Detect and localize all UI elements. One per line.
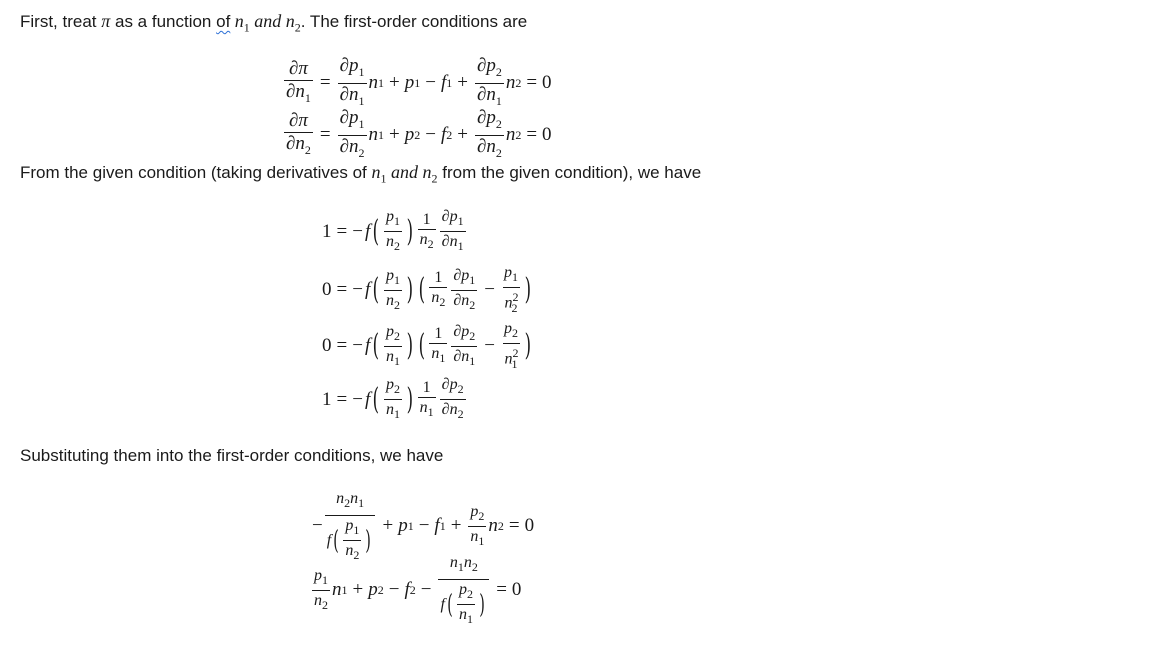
math-symbol: n bbox=[385, 291, 394, 309]
math-symbol: p bbox=[368, 579, 378, 601]
math-symbol: ) bbox=[406, 381, 414, 417]
math-symbol: n bbox=[385, 401, 394, 419]
math-symbol: 2 bbox=[358, 145, 365, 160]
math-symbol: 1 bbox=[322, 220, 332, 242]
math-symbol: ( bbox=[333, 525, 340, 556]
math-symbol: p bbox=[404, 124, 415, 146]
derivative-equation-2 bbox=[322, 264, 534, 317]
math-symbol: n bbox=[368, 124, 378, 146]
math-symbol: = bbox=[319, 124, 331, 146]
math-symbol: 1 bbox=[439, 518, 446, 533]
and-word: and bbox=[386, 162, 423, 182]
math-symbol: 1 bbox=[393, 407, 400, 422]
math-symbol: 2 bbox=[512, 346, 519, 361]
math-symbol: 2 bbox=[478, 508, 485, 523]
math-symbol: 2 bbox=[495, 145, 502, 160]
math-symbol: ) bbox=[524, 328, 532, 364]
math-symbol: ) bbox=[365, 525, 372, 556]
math-symbol: − bbox=[484, 279, 495, 301]
condition-text: from the given condition), we have bbox=[437, 163, 702, 182]
math-symbol: 2 bbox=[512, 326, 518, 341]
paragraph-substituting: Substituting them into the first-order conditions, we have bbox=[20, 446, 444, 465]
math-symbol: ∂n bbox=[339, 83, 359, 105]
math-symbol: + bbox=[382, 515, 394, 537]
math-symbol: n bbox=[505, 72, 516, 94]
math-symbol: − bbox=[420, 579, 432, 601]
math-symbol: 2 bbox=[427, 236, 434, 251]
math-symbol: f bbox=[434, 515, 440, 537]
math-symbol: − bbox=[388, 579, 400, 601]
math-symbol: − bbox=[425, 124, 436, 146]
math-symbol: ∂p bbox=[453, 266, 470, 284]
math-symbol: 1 bbox=[393, 272, 400, 287]
math-symbol: 1 bbox=[469, 354, 476, 369]
foc-equation-1 bbox=[282, 56, 552, 111]
math-symbol: ∂p bbox=[441, 376, 458, 393]
math-symbol: 1 bbox=[446, 75, 453, 90]
math-symbol: ( bbox=[447, 589, 453, 620]
pi-symbol: π bbox=[101, 11, 111, 31]
math-symbol: 0 bbox=[322, 335, 332, 357]
math-symbol: = bbox=[336, 279, 348, 301]
math-symbol: n bbox=[314, 591, 322, 609]
math-symbol: 0 bbox=[542, 72, 552, 94]
math-symbol: 2 bbox=[471, 560, 478, 575]
paragraph-intro bbox=[20, 11, 527, 38]
math-symbol: f bbox=[364, 279, 371, 301]
math-symbol: n bbox=[504, 294, 513, 312]
math-symbol: 0 bbox=[542, 124, 552, 146]
math-symbol: p bbox=[385, 266, 394, 284]
math-symbol: ∂p bbox=[476, 107, 496, 128]
intro-text: . The first-order conditions are bbox=[300, 12, 528, 31]
intro-text: as a function bbox=[110, 12, 217, 31]
math-symbol: p bbox=[345, 517, 354, 535]
math-symbol: 1 bbox=[511, 356, 518, 371]
math-symbol: 1 bbox=[467, 612, 474, 627]
math-symbol: − bbox=[352, 279, 363, 301]
math-symbol: = bbox=[496, 579, 507, 601]
math-symbol: 2 bbox=[304, 142, 311, 157]
math-symbol: 2 bbox=[457, 382, 464, 397]
math-symbol: ( bbox=[372, 272, 380, 308]
math-symbol: ∂p bbox=[441, 208, 458, 225]
math-symbol: 2 bbox=[469, 328, 476, 343]
math-symbol: 1 bbox=[358, 496, 365, 511]
math-symbol: 1 bbox=[341, 582, 348, 597]
math-symbol: = bbox=[526, 124, 538, 146]
math-symbol: + bbox=[389, 124, 400, 146]
math-symbol: 2 bbox=[515, 75, 522, 90]
math-symbol: ∂p bbox=[453, 322, 470, 340]
math-symbol: = bbox=[526, 72, 538, 94]
math-symbol: 2 bbox=[512, 290, 519, 305]
math-symbol: 1 bbox=[414, 75, 421, 90]
math-symbol: 2 bbox=[446, 127, 453, 142]
math-symbol: n bbox=[368, 72, 378, 94]
math-symbol: p bbox=[504, 320, 512, 337]
math-symbol: n bbox=[504, 350, 513, 368]
math-symbol: − bbox=[352, 220, 363, 242]
math-symbol: = bbox=[508, 515, 520, 537]
math-symbol: f bbox=[364, 220, 371, 242]
math-symbol: f bbox=[364, 388, 371, 410]
math-symbol: f bbox=[364, 335, 371, 357]
math-symbol: 1 bbox=[378, 75, 384, 90]
math-symbol: 1 bbox=[427, 404, 434, 419]
math-symbol: n bbox=[488, 515, 498, 537]
math-symbol: f bbox=[440, 124, 447, 146]
math-symbol: + bbox=[457, 124, 468, 146]
math-symbol: + bbox=[352, 579, 364, 601]
math-symbol: 1 bbox=[434, 269, 443, 287]
derivative-equation-3 bbox=[322, 320, 534, 373]
math-symbol: n bbox=[345, 542, 354, 560]
math-symbol: p bbox=[470, 502, 479, 520]
math-symbol: n bbox=[459, 606, 468, 624]
math-symbol: ∂p bbox=[339, 107, 359, 128]
math-symbol: p bbox=[385, 322, 394, 340]
math-symbol: n bbox=[419, 398, 428, 416]
math-symbol: ∂n bbox=[339, 135, 359, 157]
math-symbol: 0 bbox=[511, 579, 522, 601]
math-symbol: 1 bbox=[457, 239, 464, 254]
math-symbol: ( bbox=[418, 328, 425, 364]
math-symbol: n bbox=[350, 490, 359, 507]
math-symbol: ∂n bbox=[453, 347, 470, 365]
math-symbol: 1 bbox=[434, 325, 443, 343]
math-symbol: 2 bbox=[467, 587, 474, 602]
math-symbol: ) bbox=[524, 272, 532, 308]
math-symbol: = bbox=[336, 388, 348, 410]
math-symbol: ) bbox=[406, 213, 414, 249]
math-symbol: 2 bbox=[495, 64, 502, 79]
math-symbol: 1 bbox=[322, 388, 332, 410]
math-symbol: ∂n bbox=[476, 83, 496, 105]
math-symbol: 2 bbox=[393, 298, 400, 313]
math-symbol: f bbox=[440, 72, 447, 94]
math-symbol: − bbox=[425, 72, 436, 94]
var-n: n bbox=[371, 162, 381, 182]
var-n: n bbox=[285, 11, 295, 31]
math-symbol: ∂n bbox=[286, 80, 305, 102]
math-symbol: 1 bbox=[378, 127, 384, 142]
math-symbol: 2 bbox=[495, 116, 502, 131]
math-symbol: − bbox=[418, 515, 430, 537]
math-symbol: ( bbox=[372, 213, 380, 249]
math-symbol: 1 bbox=[439, 351, 446, 366]
math-symbol: 2 bbox=[469, 298, 476, 313]
math-symbol: ∂n bbox=[441, 233, 458, 251]
math-symbol: p bbox=[398, 515, 408, 537]
math-symbol: ( bbox=[418, 272, 425, 308]
math-symbol: n bbox=[419, 230, 428, 248]
math-symbol: n bbox=[332, 579, 342, 601]
math-symbol: n bbox=[449, 554, 458, 571]
math-symbol: ∂p bbox=[476, 55, 496, 76]
math-symbol: 2 bbox=[344, 496, 351, 511]
math-symbol: 2 bbox=[409, 582, 416, 597]
math-symbol: f bbox=[326, 532, 332, 550]
result-equation-2 bbox=[310, 552, 521, 629]
math-symbol: n bbox=[470, 527, 479, 545]
math-symbol: 2 bbox=[457, 407, 464, 422]
math-symbol: 1 bbox=[358, 93, 365, 108]
math-symbol: 1 bbox=[407, 518, 414, 533]
math-symbol: n bbox=[431, 289, 440, 307]
derivative-equation-4 bbox=[322, 376, 468, 423]
math-symbol: 1 bbox=[358, 116, 365, 131]
math-symbol: − bbox=[312, 515, 323, 537]
math-symbol: ∂π bbox=[288, 57, 308, 79]
foc-equation-2 bbox=[282, 108, 552, 163]
math-symbol: 2 bbox=[393, 239, 400, 254]
math-symbol: 2 bbox=[377, 582, 384, 597]
math-symbol: 1 bbox=[478, 533, 485, 548]
math-symbol: + bbox=[450, 515, 462, 537]
math-symbol: = bbox=[336, 335, 348, 357]
math-symbol: n bbox=[385, 233, 394, 251]
intro-text: First, treat bbox=[20, 12, 102, 31]
subscript: 1 bbox=[380, 171, 387, 186]
math-symbol: ) bbox=[406, 272, 414, 308]
math-symbol: ) bbox=[479, 589, 485, 620]
math-symbol: ∂n bbox=[453, 291, 470, 309]
math-symbol: ∂n bbox=[286, 132, 305, 154]
math-symbol: 2 bbox=[414, 127, 421, 142]
math-symbol: 2 bbox=[393, 382, 400, 397]
math-symbol: 1 bbox=[304, 90, 311, 105]
math-symbol: n bbox=[431, 345, 440, 363]
paragraph-given-condition bbox=[20, 162, 701, 189]
math-symbol: ∂n bbox=[476, 135, 496, 157]
math-symbol: 0 bbox=[322, 279, 332, 301]
condition-text: From the given condition (taking derivatives of bbox=[20, 163, 372, 182]
var-n: n bbox=[422, 162, 432, 182]
math-symbol: ( bbox=[372, 328, 380, 364]
math-symbol: p bbox=[459, 581, 468, 599]
math-symbol: 2 bbox=[393, 328, 400, 343]
math-symbol: 2 bbox=[353, 548, 360, 563]
math-symbol: 2 bbox=[322, 597, 328, 612]
math-symbol: − bbox=[352, 388, 363, 410]
math-symbol: n bbox=[463, 554, 472, 571]
math-symbol: 1 bbox=[512, 270, 518, 285]
math-symbol: p bbox=[504, 264, 512, 281]
math-symbol: p bbox=[385, 376, 394, 393]
math-symbol: n bbox=[336, 490, 345, 507]
math-symbol: 1 bbox=[422, 210, 431, 228]
math-symbol: − bbox=[352, 335, 363, 357]
math-symbol: 0 bbox=[524, 515, 535, 537]
math-symbol: 2 bbox=[439, 295, 446, 310]
var-n: n bbox=[234, 11, 244, 31]
math-symbol: p bbox=[385, 208, 394, 225]
math-symbol: 1 bbox=[393, 354, 400, 369]
spellcheck-flagged-word[interactable]: of bbox=[216, 12, 231, 31]
math-symbol: 2 bbox=[515, 127, 522, 142]
math-symbol: 1 bbox=[422, 378, 431, 396]
subscript: 2 bbox=[294, 20, 301, 35]
subscript: 2 bbox=[431, 171, 438, 186]
math-symbol: + bbox=[389, 72, 400, 94]
math-symbol: ∂p bbox=[339, 55, 359, 76]
math-symbol: f bbox=[404, 579, 410, 601]
math-symbol: n bbox=[505, 124, 516, 146]
math-symbol: ( bbox=[372, 381, 380, 417]
math-symbol: = bbox=[319, 72, 331, 94]
math-symbol: p bbox=[404, 72, 415, 94]
math-symbol: = bbox=[336, 220, 348, 242]
math-symbol: 1 bbox=[457, 560, 464, 575]
math-symbol: ∂π bbox=[288, 109, 308, 131]
math-symbol: n bbox=[385, 347, 394, 365]
subscript: 1 bbox=[243, 20, 250, 35]
math-symbol: 1 bbox=[495, 93, 502, 108]
math-symbol: 1 bbox=[393, 214, 400, 229]
math-symbol: ∂n bbox=[441, 401, 458, 419]
math-symbol: 1 bbox=[322, 572, 328, 587]
math-symbol: − bbox=[484, 335, 495, 357]
math-symbol: 2 bbox=[511, 300, 518, 315]
and-word: and bbox=[249, 11, 286, 31]
math-symbol: f bbox=[440, 596, 445, 614]
math-symbol: 1 bbox=[469, 272, 476, 287]
math-symbol: ) bbox=[406, 328, 414, 364]
math-symbol: 2 bbox=[497, 518, 504, 533]
math-symbol: 1 bbox=[353, 523, 360, 538]
math-symbol: + bbox=[457, 72, 468, 94]
math-symbol: 1 bbox=[358, 64, 365, 79]
derivative-equation-1 bbox=[322, 208, 468, 255]
math-symbol: 1 bbox=[457, 214, 464, 229]
math-symbol: p bbox=[314, 566, 322, 584]
